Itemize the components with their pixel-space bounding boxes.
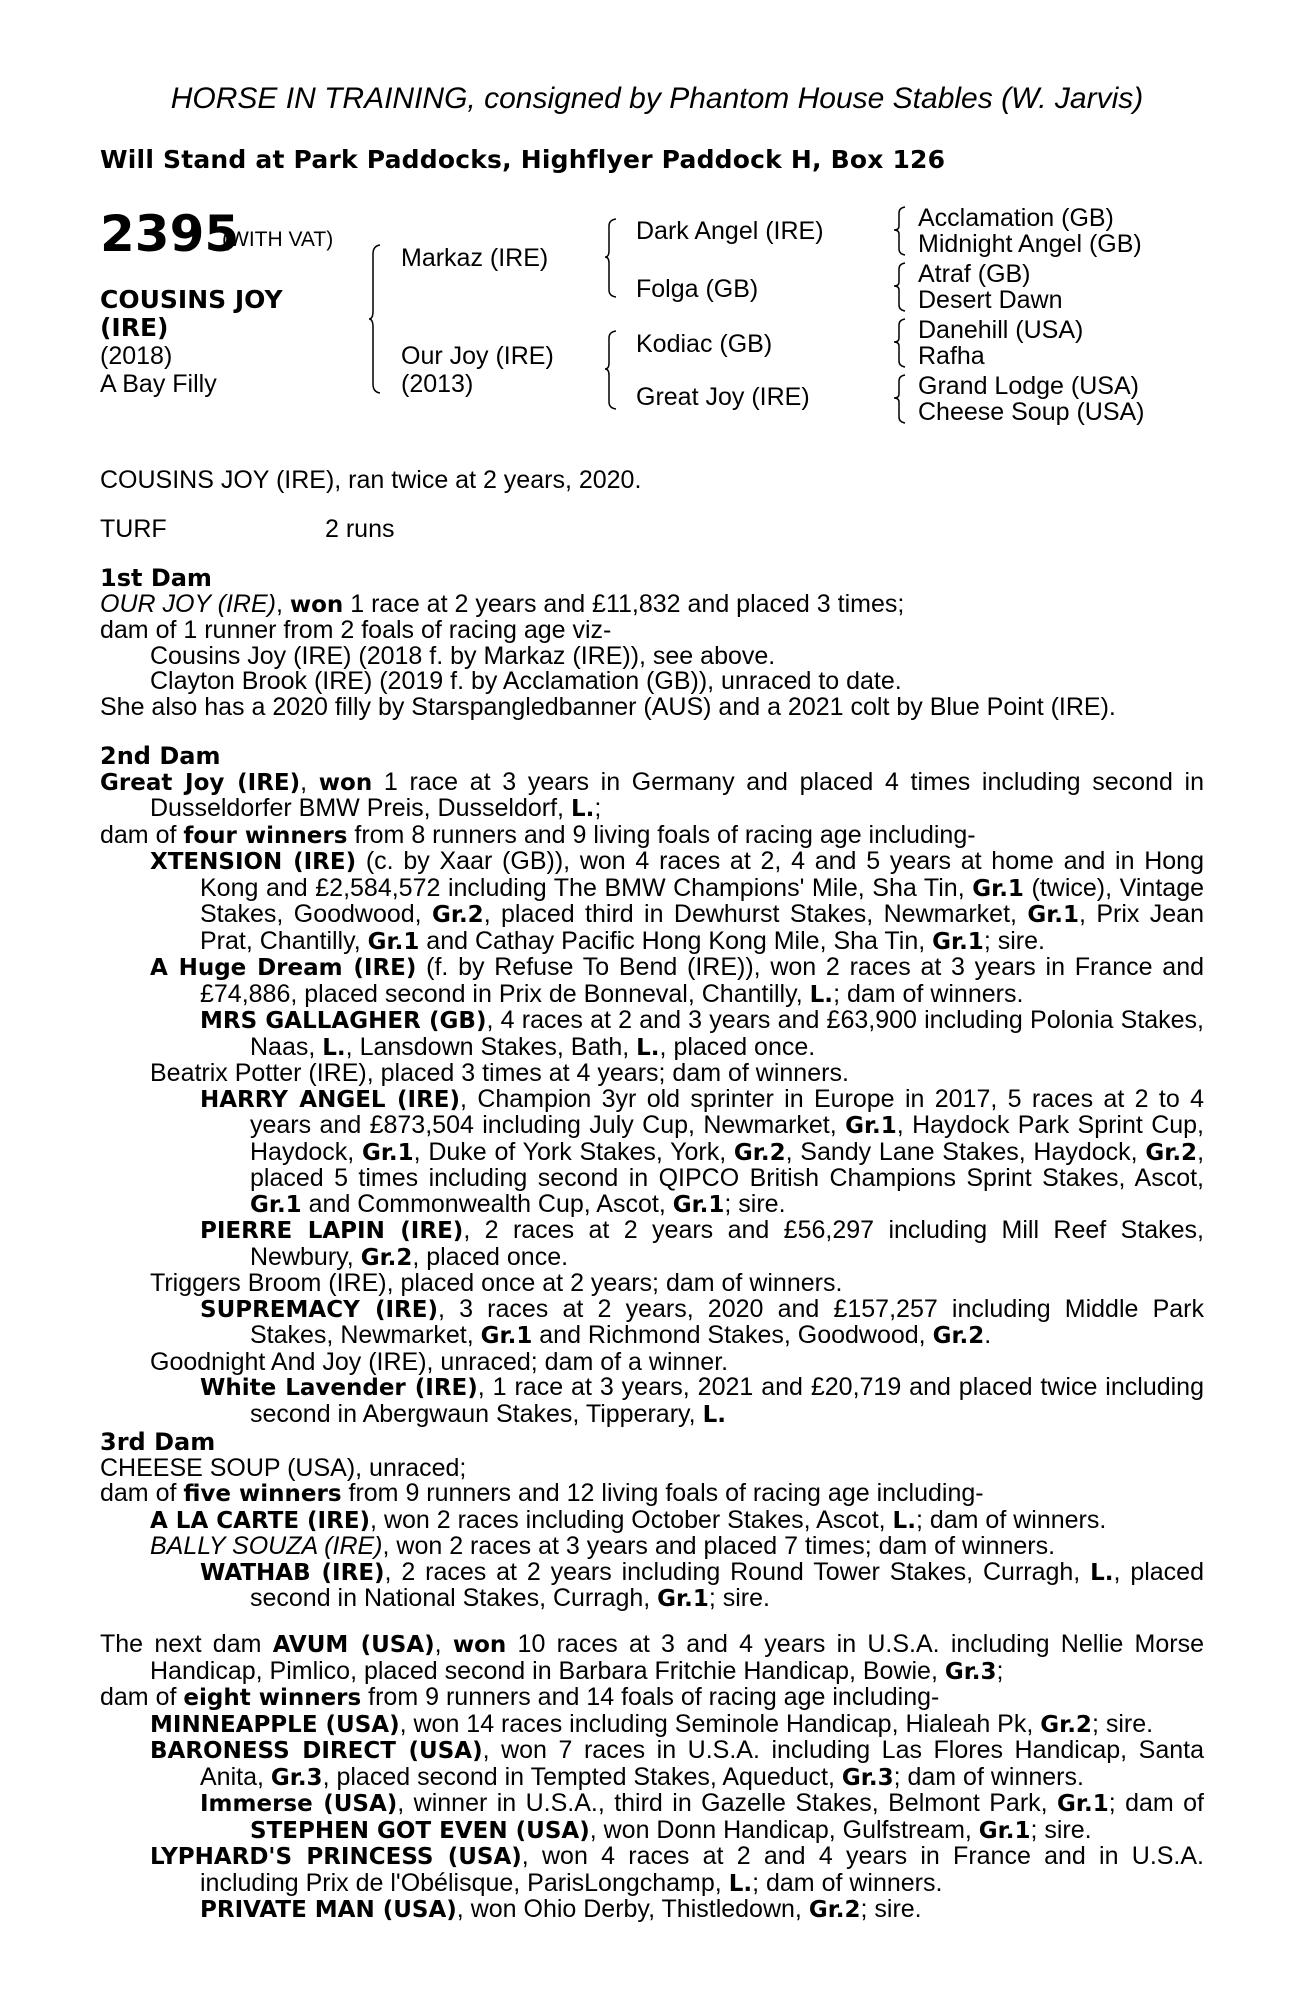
progeny-wathab: WATHAB (IRE), 2 races at 2 years including Round Tower Stakes, Curragh, L., placed second in National Stakes, Curragh, Gr.1; sire. [200,1557,1204,1612]
progeny-goodnight-and-joy: Goodnight And Joy (IRE), unraced; dam of a winner. [150,1347,729,1376]
progeny-bally-souza: BALLY SOUZA (IRE), won 2 races at 3 years and placed 7 times; dam of winners. [150,1532,1056,1560]
third-dam-heading: 3rd Dam [100,1428,216,1456]
stand-location: Will Stand at Park Paddocks, Highflyer Paddock H, Box 126 [100,145,946,174]
horse-description: A Bay Filly [100,370,217,398]
progeny-immerse: Immerse (USA), winner in U.S.A., third in Gazelle Stakes, Belmont Park, Gr.1; dam of STEPHEN GOT EVEN (USA), won Donn Handicap, Gulfstream, Gr.1; sire. [200,1789,1204,1844]
progeny-beatrix-potter: Beatrix Potter (IRE), placed 3 times at 4 years; dam of winners. [150,1059,849,1087]
first-dam-section [100,566,1204,720]
progeny-huge-dream: A Huge Dream (IRE) (f. by Refuse To Bend (IRE)), won 2 races at 3 years in France and £74,886, placed second in Prix de Bonneval, Chantilly, L.; dam of winners. [150,953,1204,1008]
sire-name: Markaz (IRE) [401,244,549,272]
next-dam-line: The next dam AVUM (USA), won 10 races at 3 and 4 years in U.S.A. including Nellie Morse Handicap, Pimlico, placed second in Barbara Fritchie Handicap, Bowie, Gr.3; [100,1630,1204,1685]
sire-dam-sire: Atraf (GB) [918,260,1031,288]
horse-year: (2018) [100,342,173,370]
progeny-white-lavender: White Lavender (IRE), 1 race at 3 years, 2021 and £20,719 and placed twice including second in Abergwaun Stakes, Tipperary, L. [200,1373,1204,1428]
brace-sd [893,262,907,312]
second-dam-heading: 2nd Dam [100,742,221,770]
progeny-supremacy: SUPREMACY (IRE), 3 races at 2 years, 2020 and £157,257 including Middle Park Stakes, Newmarket, Gr.1 and Richmond Stakes, Goodwood, Gr.2. [200,1294,1204,1349]
dam-year: (2013) [401,370,474,398]
horse-name: COUSINS JOY (IRE) [100,285,283,342]
sire-parents-brace [604,218,618,298]
progeny-pierre-lapin: PIERRE LAPIN (IRE), 2 races at 2 years and £56,297 including Mill Reef Stakes, Newbury, Gr.2, placed once. [200,1216,1204,1271]
lot-number: 2395 [100,205,240,263]
turf-value: 2 runs [325,515,395,543]
race-summary: COUSINS JOY (IRE), ran twice at 2 years, 2020. [100,466,642,494]
vat-label: (WITH VAT) [222,228,334,251]
first-dam-produce: dam of 1 runner from 2 foals of racing age viz- [100,616,612,644]
turf-label: TURF [100,515,167,543]
progeny-xtension: XTENSION (IRE) (c. by Xaar (GB)), won 4 races at 2, 4 and 5 years at home and in Hong Kong and £2,584,572 including The BMW Champions' Mile, Sha Tin, Gr.1 (twice), Vintage Stakes, Goodwood, Gr.2, placed third in Dewhurst Stakes, Newmarket, Gr.1, Prix Jean Prat, Chantilly, Gr.1 and Cathay Pacific Hong Kong Mile, Sha Tin, Gr.1; sire. [150,847,1204,955]
sire-sire-sire: Acclamation (GB) [918,204,1114,232]
foal-entry: Cousins Joy (IRE) (2018 f. by Markaz (IRE)), see above. [150,641,776,670]
third-dam-line: CHEESE SOUP (USA), unraced; [100,1453,467,1482]
brace-ds [893,318,907,368]
progeny-baroness-direct: BARONESS DIRECT (USA), won 7 races in U.S.A. including Las Flores Handicap, Santa Anita, Gr.3, placed second in Tempted Stakes, Aqueduct, Gr.3; dam of winners. [150,1736,1205,1791]
dam-sire: Kodiac (GB) [636,330,773,358]
second-dam-line: Great Joy (IRE), won 1 race at 3 years in Germany and placed 4 times including second in Dusseldorfer BMW Preis, Dusseldorf, L.; [100,767,1204,822]
second-dam-produce: dam of four winners from 8 runners and 9 living foals of racing age including- [100,820,976,849]
dam-dam-sire: Grand Lodge (USA) [918,372,1139,400]
brace-dd [893,374,907,424]
first-dam-heading: 1st Dam [100,564,212,592]
dam-dam: Great Joy (IRE) [636,383,810,411]
first-dam-line: OUR JOY (IRE), won 1 race at 2 years and £11,832 and placed 3 times; [100,589,905,618]
sire-dam: Folga (GB) [636,275,759,303]
page-header: HORSE IN TRAINING, consigned by Phantom House Stables (W. Jarvis) [170,82,1144,115]
progeny-private-man: PRIVATE MAN (USA), won Ohio Derby, Thistledown, Gr.2; sire. [200,1895,922,1923]
progeny-harry-angel: HARRY ANGEL (IRE), Champion 3yr old sprinter in Europe in 2017, 5 races at 2 to 4 years and £873,504 including July Cup, Newmarket, Gr.1, Haydock Park Sprint Cup, Haydock, Gr.1, Duke of York Stakes, York, Gr.2, Sandy Lane Stakes, Haydock, Gr.2, placed 5 times including second in QIPCO British Champions Sprint Stakes, Ascot, Gr.1 and Commonwealth Cup, Ascot, Gr.1; sire. [200,1084,1205,1218]
dam-sire-dam: Rafha [918,342,985,370]
next-dam-produce: dam of eight winners from 9 runners and 14 foals of racing age including- [100,1683,940,1711]
progeny-mrs-gallagher: MRS GALLAGHER (GB), 4 races at 2 and 3 years and £63,900 including Polonia Stakes, Naas, L., Lansdown Stakes, Bath, L., placed once. [200,1006,1204,1061]
sire-sire: Dark Angel (IRE) [636,217,824,245]
dam-sire-sire: Danehill (USA) [918,316,1084,344]
second-dam-section [100,744,1204,1428]
progeny-a-la-carte: A LA CARTE (IRE), won 2 races including October Stakes, Ascot, L.; dam of winners. [150,1505,1107,1534]
third-dam-section [100,1430,1204,1613]
sire-sire-dam: Midnight Angel (GB) [918,230,1142,258]
brace-ss [893,206,907,256]
progeny-triggers-broom: Triggers Broom (IRE), placed once at 2 years; dam of winners. [150,1269,843,1297]
sire-dam-dam: Desert Dawn [918,286,1063,314]
foal-entry: Clayton Brook (IRE) (2019 f. by Acclamation (GB)), unraced to date. [150,667,902,695]
next-dam-section [100,1632,1204,1924]
dam-parents-brace [604,330,618,410]
progeny-lyphards-princess: LYPHARD'S PRINCESS (USA), won 4 races at 2 and 4 years in France and in U.S.A. including Prix de l'Obélisque, ParisLongchamp, L.; dam of winners. [150,1842,1205,1897]
dam-dam-dam: Cheese Soup (USA) [918,398,1145,426]
first-dam-note: She also has a 2020 filly by Starspangledbanner (AUS) and a 2021 colt by Blue Point (IRE). [100,692,1116,721]
third-dam-produce: dam of five winners from 9 runners and 12 living foals of racing age including- [100,1479,984,1507]
sire-dam-brace [368,244,382,394]
dam-name: Our Joy (IRE) [401,342,554,370]
progeny-minneapple: MINNEAPPLE (USA), won 14 races including Seminole Handicap, Hialeah Pk, Gr.2; sire. [150,1709,1154,1738]
